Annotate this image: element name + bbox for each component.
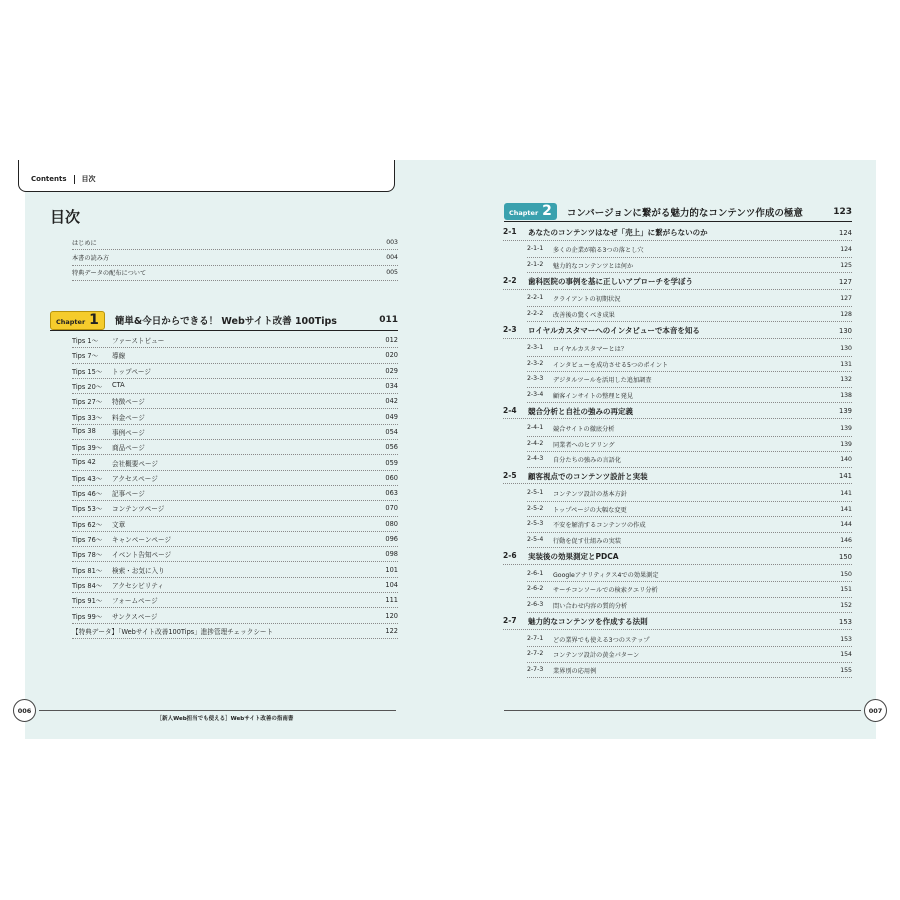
- tips-row[interactable]: [72, 486, 398, 501]
- subsection-number: 2-3-2: [527, 359, 544, 367]
- subsection-number: 2-3-3: [527, 375, 544, 383]
- tips-number: Tips 27〜: [72, 398, 103, 407]
- subsection-title: ロイヤルカスタマーとは？: [553, 346, 628, 354]
- tips-page: 098: [385, 550, 398, 559]
- tips-number: Tips 20〜: [72, 383, 103, 392]
- subsection-title: クライアントの初期状況: [553, 296, 621, 304]
- tips-page: 120: [385, 611, 398, 620]
- subsection-number: 2-6-3: [527, 600, 544, 608]
- section-page: 130: [839, 326, 852, 335]
- tips-row[interactable]: [72, 501, 398, 516]
- tips-number: Tips 15〜: [72, 367, 103, 376]
- tips-number: Tips 38: [72, 426, 96, 435]
- subsection-title: コンテンツ設計の黄金パターン: [553, 652, 640, 660]
- subsection-page: 132: [840, 376, 852, 384]
- tips-page: 049: [385, 412, 398, 421]
- header-label: Contents: [31, 175, 67, 183]
- tips-page: 059: [385, 458, 398, 467]
- subsection-row[interactable]: [527, 373, 852, 388]
- toc-page: 004: [386, 253, 398, 261]
- tips-page: 096: [385, 535, 398, 544]
- tips-label: コンテンツページ: [112, 505, 165, 514]
- subsection-row[interactable]: [527, 518, 852, 533]
- subsection-number: 2-7-3: [527, 665, 544, 673]
- tips-number: Tips 42: [72, 457, 96, 466]
- subsection-number: 2-5-3: [527, 520, 544, 528]
- subsection-title: 競合サイトの徹底分析: [553, 426, 615, 434]
- tips-label: イベント告知ページ: [112, 551, 172, 560]
- subsection-number: 2-7-2: [527, 650, 544, 658]
- subsection-row[interactable]: [527, 422, 852, 437]
- tips-label: フォームページ: [112, 597, 158, 606]
- subsection-page: 154: [840, 651, 852, 659]
- subsection-page: 127: [840, 295, 852, 303]
- tips-label: アクセシビリティ: [112, 581, 164, 590]
- subsection-title: 業界別の応用例: [553, 667, 597, 675]
- tips-label: CTA: [112, 381, 125, 390]
- subsection-title: Googleアナリティクス4での効果測定: [553, 571, 659, 579]
- subsection-number: 2-1-1: [527, 245, 544, 253]
- subsection-page: 141: [840, 490, 852, 498]
- subsection-title: 顧客インサイトの整理と発見: [553, 392, 634, 400]
- section-title: 実装後の効果測定とPDCA: [528, 552, 619, 562]
- tips-row[interactable]: [72, 379, 398, 394]
- toc-page: 005: [386, 269, 398, 277]
- section-number: 2-7: [503, 616, 517, 626]
- tips-label: 文章: [112, 520, 126, 529]
- subsection-row[interactable]: [527, 437, 852, 452]
- subsection-row[interactable]: [527, 453, 852, 468]
- tips-row[interactable]: [72, 578, 398, 593]
- tips-page: 042: [385, 397, 398, 406]
- chapter-1-title: 簡単&今日からできる！ Webサイト改善 100Tips: [114, 316, 337, 327]
- header-title: 目次: [81, 175, 96, 183]
- section-title: 顧客視点でのコンテンツ設計と実装: [528, 471, 648, 481]
- tips-row[interactable]: [72, 532, 398, 547]
- subsection-title: 行動を促す仕組みの実装: [553, 537, 622, 545]
- tips-row[interactable]: [72, 608, 398, 623]
- tips-row[interactable]: [72, 440, 398, 455]
- chapter-number: 2: [542, 203, 552, 219]
- chapter-2-badge: [504, 203, 557, 220]
- subsection-page: 130: [840, 345, 852, 353]
- subsection-title: 改善後の驚くべき成果: [553, 311, 615, 319]
- subsection-page: 128: [840, 310, 852, 318]
- tips-page: 054: [385, 427, 398, 436]
- section-row[interactable]: [503, 404, 852, 419]
- tips-number: Tips 76〜: [72, 536, 103, 545]
- subsection-number: 2-4-3: [527, 455, 544, 463]
- tips-row[interactable]: [72, 394, 398, 409]
- section-row[interactable]: [503, 550, 852, 565]
- section-row[interactable]: [503, 275, 852, 290]
- tips-number: Tips 53〜: [72, 505, 103, 514]
- tips-page: 111: [385, 596, 398, 605]
- subsection-row[interactable]: [527, 292, 852, 307]
- tips-label: 商品ページ: [112, 444, 145, 453]
- subsection-row[interactable]: [527, 663, 852, 678]
- section-row[interactable]: [503, 615, 852, 630]
- bonus-page: 122: [385, 626, 398, 635]
- subsection-row[interactable]: [527, 598, 852, 613]
- subsection-page: 151: [840, 586, 852, 594]
- chapter-2-heading[interactable]: [504, 202, 852, 222]
- tips-number: Tips 7〜: [72, 352, 99, 361]
- tips-label: アクセスページ: [112, 474, 158, 483]
- tips-page: 012: [385, 336, 398, 345]
- tips-number: Tips 84〜: [72, 581, 103, 590]
- tips-label: 検索・お気に入り: [112, 566, 165, 575]
- tips-label: 特徴ページ: [112, 398, 145, 407]
- bonus-row[interactable]: [72, 624, 398, 639]
- subsection-page: 139: [840, 425, 852, 433]
- section-row[interactable]: [503, 226, 852, 241]
- tips-page: 020: [385, 351, 398, 360]
- subsection-row[interactable]: [527, 567, 852, 582]
- running-footer-title: ［新人Web担当でも使える］Webサイト改善の指南書: [156, 716, 294, 722]
- tips-row[interactable]: [72, 455, 398, 470]
- contents-header-tab: [18, 160, 395, 192]
- subsection-row[interactable]: [527, 307, 852, 322]
- tips-label: 導線: [112, 352, 126, 361]
- tips-page: 101: [385, 565, 398, 574]
- toc-page: 003: [386, 238, 398, 246]
- subsection-row[interactable]: [527, 533, 852, 548]
- tips-number: Tips 43〜: [72, 474, 103, 483]
- chapter-1-page: 011: [379, 315, 398, 325]
- toc-label: はじめに: [72, 239, 97, 247]
- footer-rule-left: [39, 710, 396, 711]
- subsection-row[interactable]: [527, 388, 852, 403]
- tips-label: キャンペーンページ: [112, 536, 172, 545]
- tips-number: Tips 91〜: [72, 597, 103, 606]
- tips-label: 会社概要ページ: [112, 459, 159, 468]
- section-number: 2-2: [503, 276, 517, 286]
- tips-row[interactable]: [72, 364, 398, 379]
- subsection-page: 150: [840, 570, 852, 578]
- tips-label: ファーストビュー: [112, 337, 165, 346]
- toc-label: 特典データの配布について: [72, 270, 147, 278]
- subsection-page: 138: [840, 391, 852, 399]
- chapter-number: 1: [89, 311, 99, 328]
- chapter-word: Chapter: [56, 317, 86, 326]
- page-number-left: 006: [13, 699, 36, 722]
- section-row[interactable]: [503, 469, 852, 484]
- tips-row[interactable]: [72, 563, 398, 578]
- toc-row-frontmatter[interactable]: [72, 266, 398, 281]
- subsection-number: 2-2-1: [527, 294, 544, 302]
- section-title: あなたのコンテンツはなぜ「売上」に繋がらないのか: [528, 228, 708, 238]
- toc-row-frontmatter[interactable]: [72, 235, 398, 250]
- tips-number: Tips 99〜: [72, 612, 103, 621]
- subsection-title: トップページの大幅な変更: [553, 506, 627, 514]
- tips-row[interactable]: [72, 593, 398, 608]
- subsection-title: 同業者へのヒアリング: [553, 441, 615, 449]
- subsection-number: 2-6-1: [527, 569, 544, 577]
- chapter-word: Chapter: [509, 209, 539, 217]
- section-page: 127: [839, 277, 852, 286]
- tips-label: トップページ: [112, 367, 151, 376]
- tips-number: Tips 1〜: [72, 337, 99, 346]
- subsection-row[interactable]: [527, 357, 852, 372]
- tips-number: Tips 39〜: [72, 444, 103, 453]
- section-title: 競合分析と自社の強みの再定義: [528, 406, 633, 416]
- tips-row[interactable]: [72, 517, 398, 532]
- subsection-page: 139: [840, 440, 852, 448]
- chapter-1-badge: [50, 311, 105, 330]
- subsection-number: 2-1-2: [527, 260, 544, 268]
- tips-number: Tips 33〜: [72, 413, 103, 422]
- subsection-row[interactable]: [527, 583, 852, 598]
- subsection-page: 141: [840, 505, 852, 513]
- subsection-row[interactable]: [527, 243, 852, 258]
- subsection-number: 2-5-1: [527, 489, 544, 497]
- tips-page: 104: [385, 580, 398, 589]
- subsection-number: 2-2-2: [527, 309, 544, 317]
- section-title: 歯科医院の事例を基に正しいアプローチを学ぼう: [528, 277, 693, 287]
- tips-page: 056: [385, 443, 398, 452]
- subsection-number: 2-4-1: [527, 424, 544, 432]
- section-number: 2-1: [503, 227, 517, 237]
- subsection-number: 2-7-1: [527, 634, 544, 642]
- subsection-title: サーチコンソールでの検索クエリ分析: [553, 587, 658, 595]
- tips-label: 記事ページ: [112, 490, 145, 499]
- section-page: 153: [839, 617, 852, 626]
- subsection-row[interactable]: [527, 502, 852, 517]
- tips-page: 034: [385, 382, 398, 391]
- section-page: 139: [839, 407, 852, 416]
- subsection-number: 2-5-2: [527, 504, 544, 512]
- subsection-number: 2-5-4: [527, 535, 544, 543]
- subsection-number: 2-3-4: [527, 390, 544, 398]
- subsection-row[interactable]: [527, 342, 852, 357]
- subsection-title: 魅力的なコンテンツとは何か: [553, 262, 634, 270]
- tips-label: サンクスページ: [112, 612, 158, 621]
- page-title: 目次: [50, 208, 81, 226]
- section-number: 2-4: [503, 405, 517, 415]
- subsection-page: 124: [840, 246, 852, 254]
- section-page: 124: [839, 228, 852, 237]
- tips-page: 060: [385, 473, 398, 482]
- tips-row[interactable]: [72, 410, 398, 425]
- section-number: 2-6: [503, 551, 517, 561]
- tips-page: 070: [385, 504, 398, 513]
- subsection-page: 131: [840, 360, 852, 368]
- subsection-page: 146: [840, 536, 852, 544]
- header-divider: [74, 175, 75, 184]
- subsection-page: 144: [840, 521, 852, 529]
- section-row[interactable]: [503, 324, 852, 339]
- tips-row[interactable]: [72, 333, 398, 348]
- tips-row[interactable]: [72, 348, 398, 363]
- subsection-number: 2-6-2: [527, 585, 544, 593]
- subsection-title: 問い合わせ内容の質的分析: [553, 602, 628, 610]
- chapter-2-title: コンバージョンに繋がる魅力的なコンテンツ作成の極意: [566, 207, 803, 219]
- subsection-number: 2-3-1: [527, 344, 544, 352]
- tips-page: 029: [385, 366, 398, 375]
- toc-label: 本書の読み方: [72, 254, 110, 262]
- subsection-page: 155: [840, 666, 852, 674]
- tips-row[interactable]: [72, 425, 398, 440]
- subsection-title: どの業界でも使える3つのステップ: [553, 636, 650, 644]
- chapter-2-page: 123: [833, 206, 852, 217]
- section-page: 141: [839, 472, 852, 481]
- tips-page: 080: [385, 519, 398, 528]
- chapter-1-heading[interactable]: [50, 310, 398, 331]
- subsection-title: 自分たちの強みの言語化: [553, 457, 622, 465]
- subsection-row[interactable]: [527, 258, 852, 273]
- section-title: ロイヤルカスタマーへのインタビューで本音を知る: [528, 326, 700, 336]
- subsection-row[interactable]: [527, 632, 852, 647]
- tips-number: Tips 62〜: [72, 520, 103, 529]
- subsection-title: コンテンツ設計の基本方針: [553, 491, 627, 499]
- subsection-page: 125: [840, 261, 852, 269]
- section-page: 150: [839, 552, 852, 561]
- tips-label: 事例ページ: [112, 428, 145, 437]
- subsection-page: 153: [840, 635, 852, 643]
- tips-number: Tips 81〜: [72, 566, 103, 575]
- tips-number: Tips 78〜: [72, 551, 103, 560]
- tips-label: 料金ページ: [112, 413, 145, 422]
- bonus-label: 【特典データ】「Webサイト改善100Tips」進捗管理チェックシート: [72, 627, 274, 636]
- subsection-page: 152: [840, 601, 852, 609]
- page-number-right: 007: [864, 699, 887, 722]
- section-title: 魅力的なコンテンツを作成する法則: [528, 617, 648, 627]
- tips-number: Tips 46〜: [72, 490, 103, 499]
- subsection-title: 不安を解消するコンテンツの作成: [553, 522, 646, 530]
- subsection-title: デジタルツールを活用した追加調査: [553, 377, 652, 385]
- subsection-title: 多くの企業が陥る3つの落とし穴: [553, 247, 644, 255]
- subsection-number: 2-4-2: [527, 439, 544, 447]
- subsection-row[interactable]: [527, 648, 852, 663]
- header-text: [31, 174, 96, 184]
- tips-page: 063: [385, 489, 398, 498]
- tips-row[interactable]: [72, 547, 398, 562]
- toc-row-frontmatter[interactable]: [72, 250, 398, 265]
- subsection-title: インタビューを成功させる5つのポイント: [553, 361, 669, 369]
- tips-row[interactable]: [72, 471, 398, 486]
- section-number: 2-3: [503, 325, 517, 335]
- footer-rule-right: [504, 710, 861, 711]
- subsection-row[interactable]: [527, 487, 852, 502]
- subsection-page: 140: [840, 456, 852, 464]
- section-number: 2-5: [503, 470, 517, 480]
